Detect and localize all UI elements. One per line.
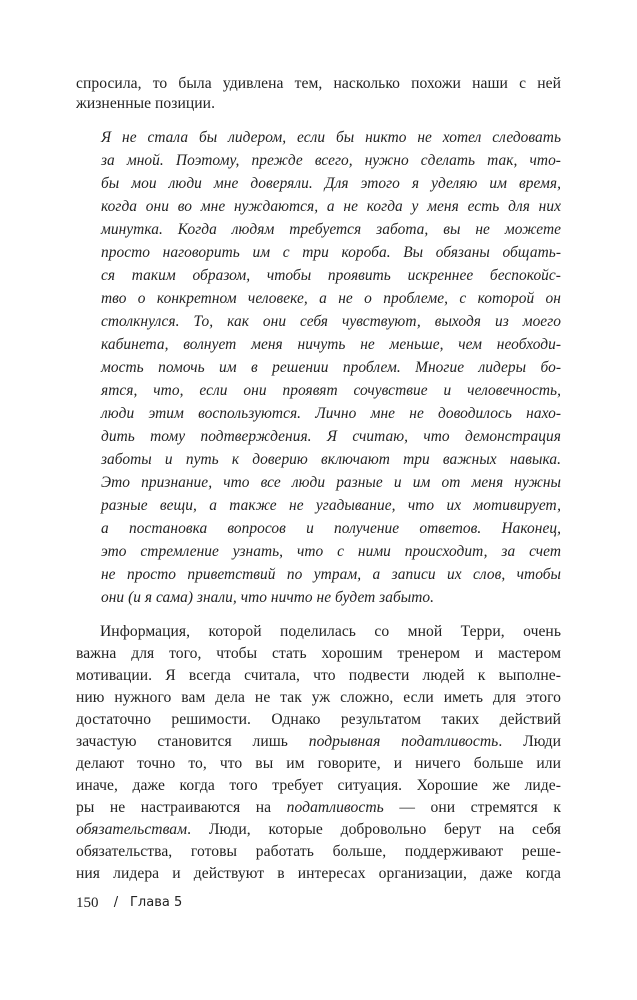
chapter-label: Глава 5 [130,895,183,910]
paragraph-1-line: спросила, то была удивлена тем, насколько похожи наши с ней [76,75,561,92]
paragraph-2-line: делают точно то, что вы им говорите, и ничего больше или [76,755,561,772]
quote-line: мость помочь им в решении проблем. Многие лидеры бо- [101,359,561,376]
quote-line: за мной. Поэтому, прежде всего, нужно сделать так, что- [101,152,561,169]
quote-line: Это признание, что все люди разные и им от меня нужны [101,474,561,491]
paragraph-1-line: жизненные позиции. [76,95,216,112]
paragraph-2-line: Информация, которой поделилась со мной Терри, очень [100,623,561,640]
text-run: ры не настраиваются на [76,799,287,816]
page-number: 150 [76,895,99,911]
quote-line: просто наговорить им с три короба. Вы обязаны общать- [101,244,561,261]
quote-line: заботы и путь к доверию включают три важных навыка. [101,451,561,468]
paragraph-2-line: достаточно решимости. Однако результатом таких действий [76,711,561,728]
quote-line: тво о конкретном человеке, а не о проблеме, с которой он [101,290,561,307]
emphasis-text: подрывная податливость [308,733,499,750]
quote-line: они (и я сама) знали, что ничто не будет забыто. [101,589,435,606]
paragraph-2-line: ния лидера и действуют в интересах организации, даже когда [76,865,561,882]
text-run: . Люди [498,733,561,750]
paragraph-2-line: иначе, даже когда того требует ситуация. Хорошие же лиде- [76,777,561,794]
paragraph-2-line [76,820,561,840]
paragraph-2-line: нию нужного вам дела не так уж сложно, если иметь для этого [76,689,561,706]
quote-line: дить тому подтверждения. Я считаю, что демонстрация [101,428,561,445]
quote-line: разные вещи, а также не угадывание, что их мотивирует, [101,497,561,514]
quote-line: ся таким образом, чтобы проявить искреннее беспокойс- [101,267,561,284]
text-run: . Люди, которые добровольно берут на себя [187,821,561,838]
quote-line: минутка. Когда людям требуется забота, вы не можете [101,221,561,238]
quote-line: а постановка вопросов и получение ответов. Наконец, [101,520,561,537]
paragraph-2-line [76,798,561,818]
emphasis-text: податливость [286,799,384,816]
footer-separator: / [113,895,119,910]
paragraph-2-line [76,732,561,752]
quote-line: бы мои люди мне доверяли. Для этого я уделяю им время, [101,175,561,192]
quote-line: это стремление узнать, что с ними происходит, за счет [101,543,561,560]
quote-line: когда они во мне нуждаются, а не когда у меня есть для них [101,198,561,215]
emphasis-text: обязательствам [76,821,188,838]
page-footer [76,893,182,913]
quote-line: люди этим воспользуются. Лично мне не доводилось нахо- [101,405,561,422]
quote-line: не просто приветствий по утрам, а записи их слов, чтобы [101,566,561,583]
quote-line: кабинета, волнует меня ничуть не меньше, чем необходи- [101,336,561,353]
paragraph-2-line: важна для того, чтобы стать хорошим тренером и мастером [76,645,561,662]
quote-line: ятся, что, если они проявят сочувствие и человечность, [101,382,561,399]
quote-line: Я не стала бы лидером, если бы никто не хотел следовать [101,129,561,146]
paragraph-2-line: обязательства, готовы работать больше, поддерживают реше- [76,843,561,860]
quote-line: столкнулся. То, как они себя чувствуют, выходя из моего [101,313,561,330]
text-run: — они стремятся к [383,799,561,816]
text-run: зачастую становится лишь [76,733,309,750]
paragraph-2-line: мотивации. Я всегда считала, что подвести людей к выполне- [76,667,561,684]
